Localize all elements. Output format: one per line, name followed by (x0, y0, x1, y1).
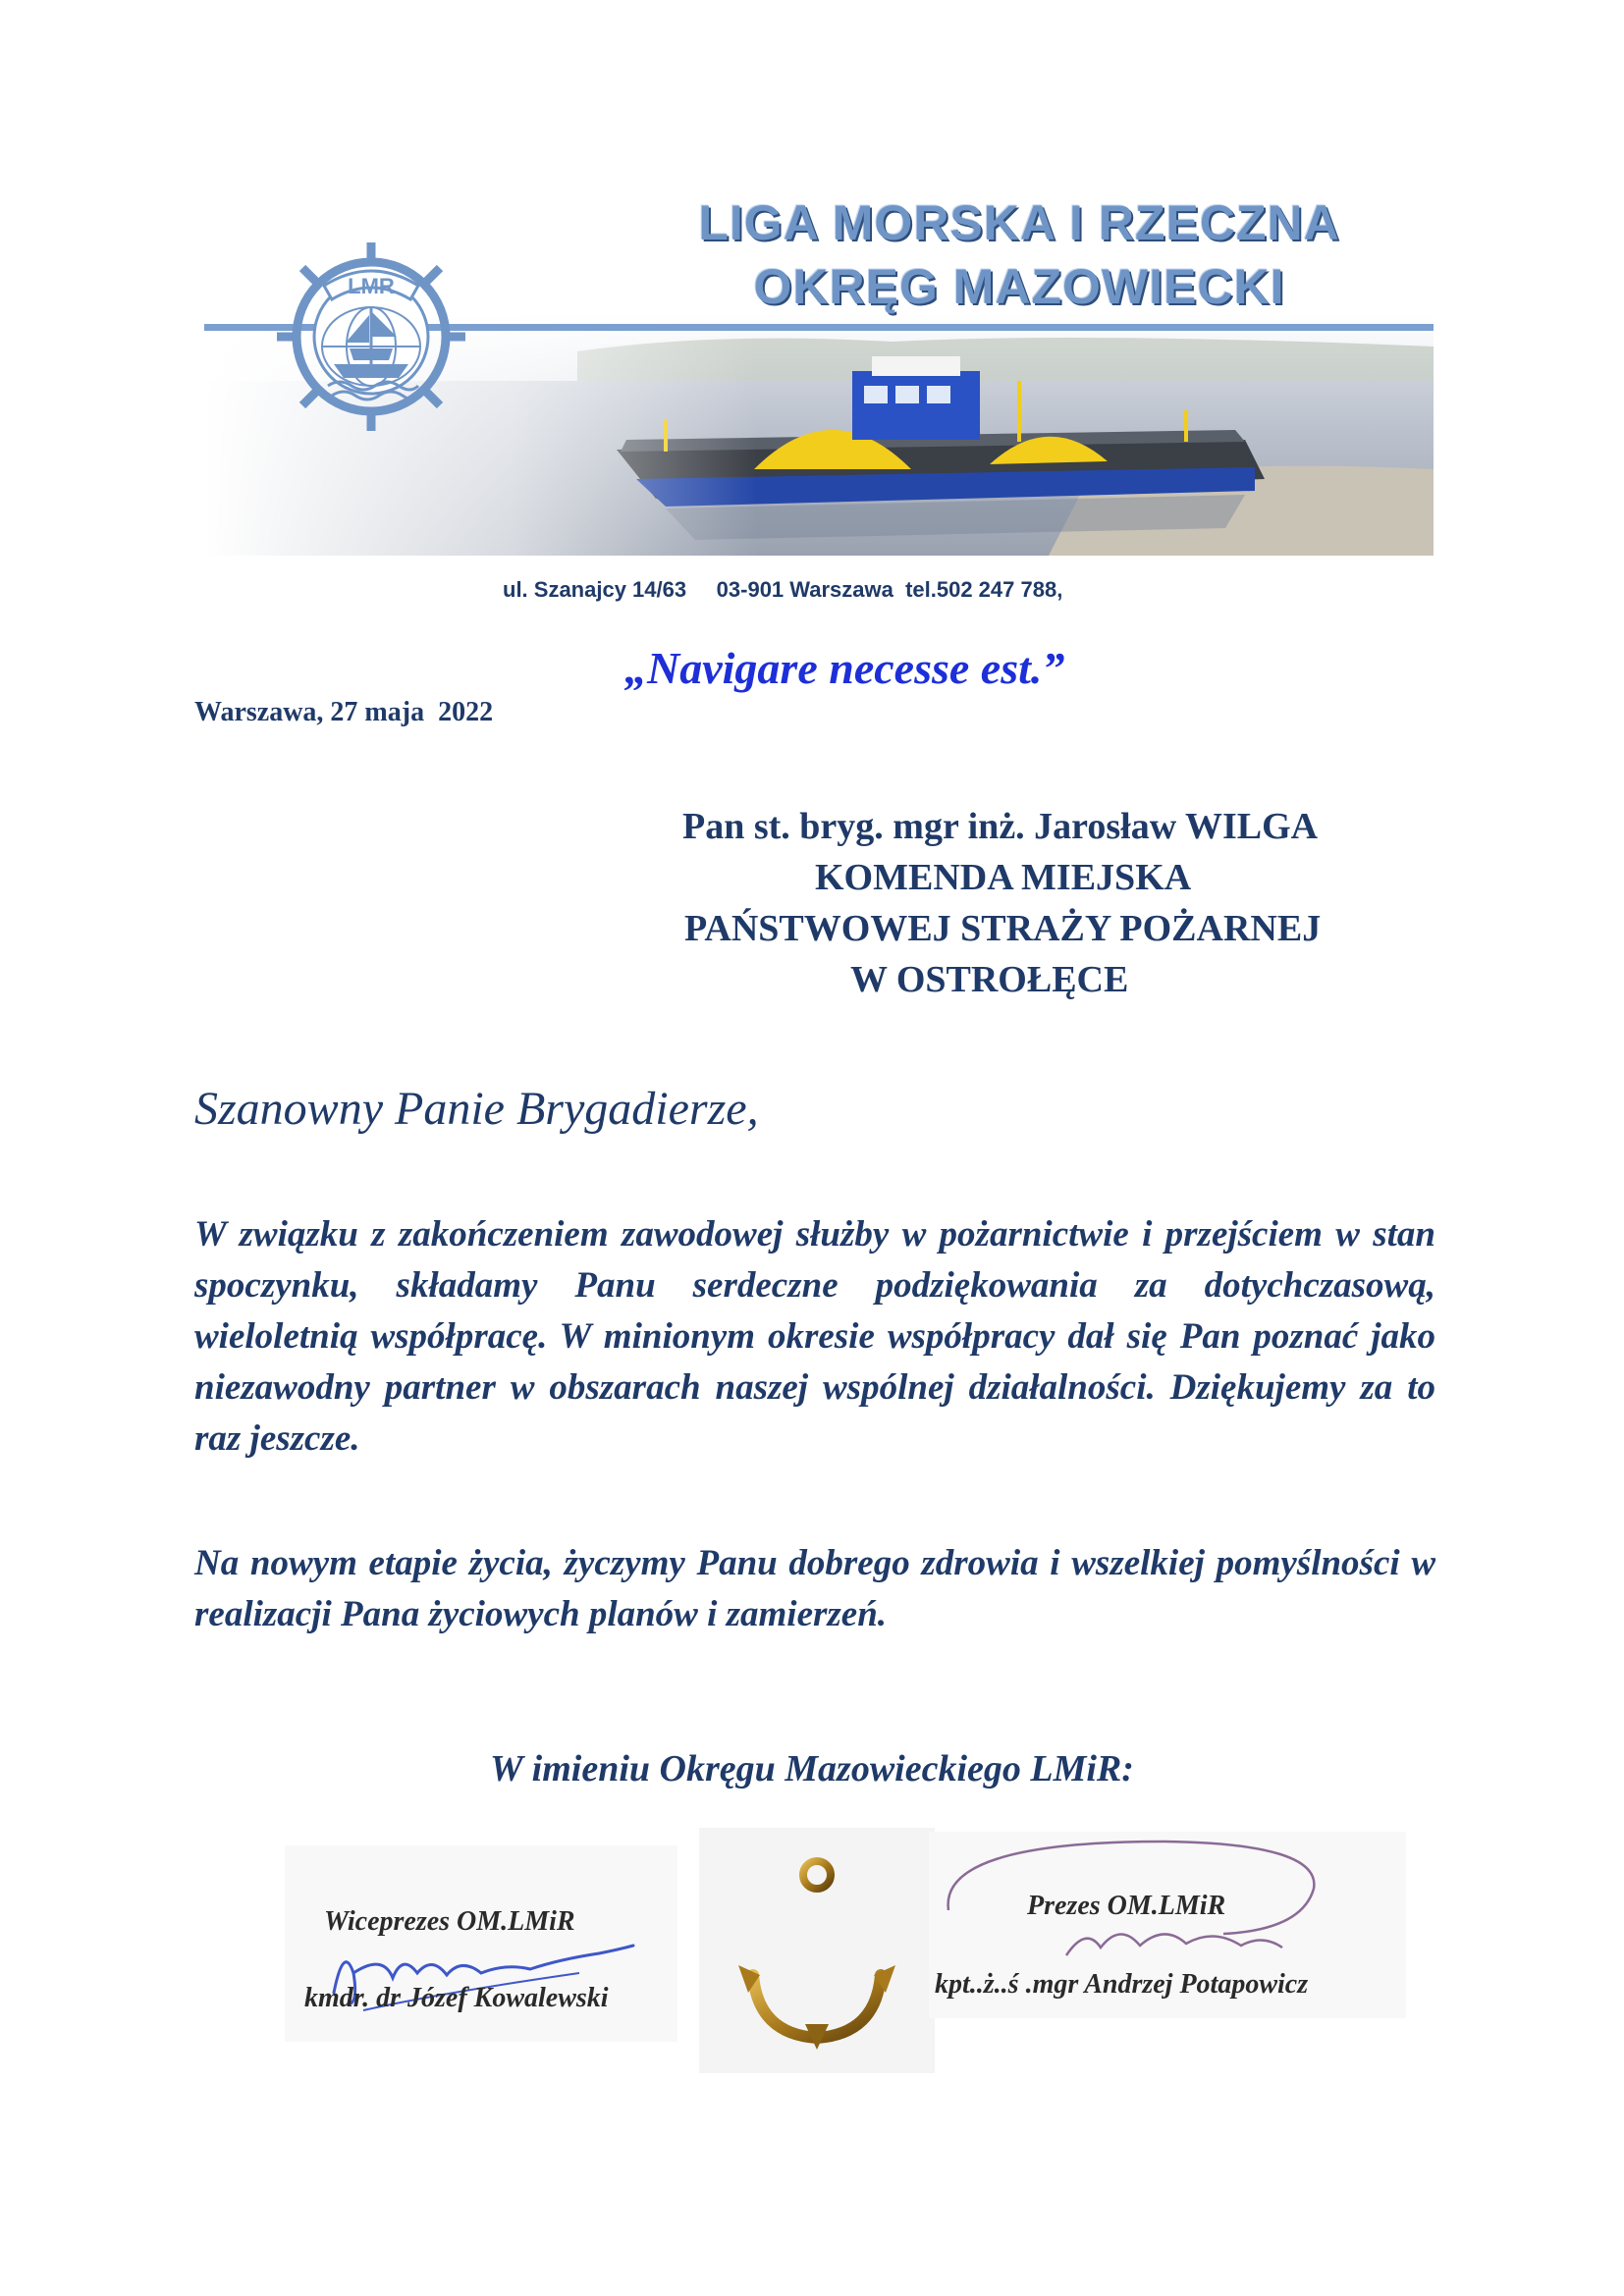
signatory-name: kpt..ż..ś .mgr Andrzej Potapowicz (935, 1969, 1309, 2000)
signatory-title: Wiceprezes OM.LMiR (324, 1906, 575, 1937)
signature-block-president (929, 1832, 1406, 2018)
letterhead (204, 185, 1434, 556)
organization-district: OKRĘG MAZOWIECKI (753, 259, 1285, 314)
signatory-name: kmdr. dr Józef Kowalewski (304, 1983, 609, 2013)
signature-block-vice-president (285, 1845, 677, 2042)
anchor-emblem (699, 1828, 935, 2073)
address-line: ul. Szanajcy 14/63 03-901 Warszawa tel.502 247 788, (503, 577, 1063, 602)
signatory-title: Prezes OM.LMiR (1027, 1891, 1226, 1921)
recipient-institution-line2: PAŃSTWOWEJ STRAŻY POŻARNEJ (684, 908, 1322, 949)
anchor-icon (699, 1828, 935, 2073)
closing-line: W imieniu Okręgu Mazowieckiego LMiR: (490, 1748, 1134, 1789)
body-paragraph-2: Na nowym etapie życia, życzymy Panu dobrego zdrowia i wszelkiej pomyślności w realizacji Pana życiowych planów i zamierzeń. (194, 1543, 1435, 1634)
organization-name: LIGA MORSKA I RZECZNA (698, 195, 1340, 250)
lmr-ship-wheel-logo (273, 239, 469, 435)
motto: „Navigare necesse est.” (624, 643, 1065, 693)
recipient-city: W OSTROŁĘCE (850, 959, 1129, 1000)
letter-date: Warszawa, 27 maja 2022 (194, 697, 494, 727)
salutation: Szanowny Panie Brygadierze, (194, 1083, 759, 1135)
recipient-institution-line1: KOMENDA MIEJSKA (815, 857, 1192, 898)
recipient-name: Pan st. bryg. mgr inż. Jarosław WILGA (682, 806, 1319, 847)
body-paragraph-1: W związku z zakończeniem zawodowej służby w pożarnictwie i przejściem w stan spoczynku, składamy Panu serdeczne podziękowania za dotychczasową, wieloletnią współpracę. W minionym okresie współpracy dał się Pan poznać jako niezawodny partner w obszarach naszej wspólnej działalności. Dziękujemy za to raz jeszcze. (194, 1214, 1435, 1459)
logo-text: LMR (348, 274, 395, 298)
